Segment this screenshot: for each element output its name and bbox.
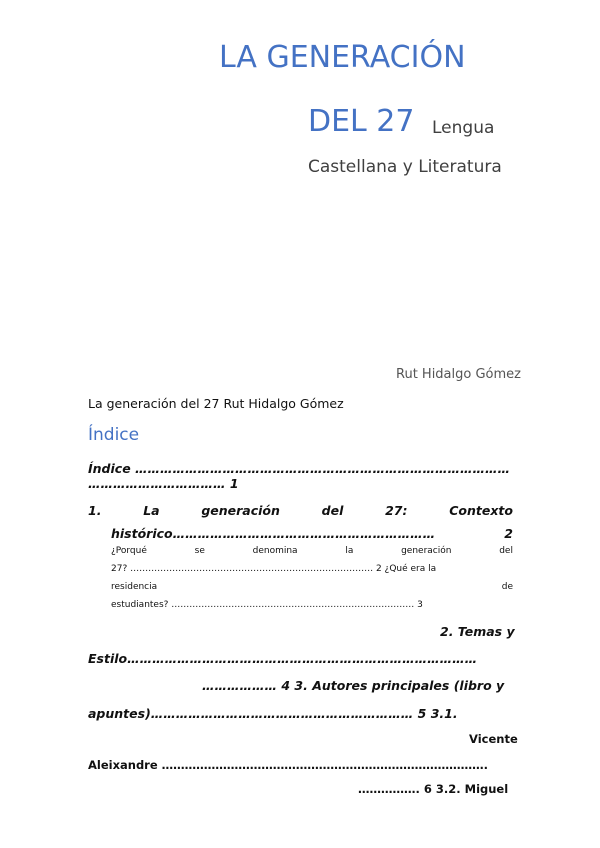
toc-heading: Índice — [88, 425, 140, 445]
toc-entry-3[interactable] — [202, 678, 504, 693]
toc-entry-3-2-line1: ……………. 6 3.2. Miguel — [358, 782, 509, 796]
toc-word: ¿Porqué — [111, 546, 147, 556]
toc-entry-indice-line1: Índice ……………………………………………………………………………… — [88, 461, 511, 476]
toc-word: generación — [201, 503, 280, 518]
toc-entry-3-line2: apuntes)……………………………………………………… 5 3.1. — [88, 706, 458, 721]
toc-word: La — [143, 503, 160, 518]
toc-entry-3-line1: ……………… 4 3. Autores principales (libro y — [202, 678, 505, 693]
toc-word: 27: — [385, 503, 408, 518]
toc-entry-2-cont[interactable] — [88, 651, 477, 666]
toc-entry-3-1-line2: Aleixandre …………………………………………………………………………. — [88, 758, 489, 772]
toc-entry-3-1-line1: Vicente — [469, 732, 518, 746]
toc-entry-3-1[interactable] — [469, 732, 518, 746]
toc-word: Contexto — [449, 503, 513, 518]
toc-entry-1-cont[interactable] — [111, 526, 513, 541]
toc-entry-2-line1: 2. Temas y — [440, 624, 515, 639]
toc-entry-1-page: 2 — [504, 526, 513, 541]
toc-word: residencia — [111, 582, 158, 592]
toc-entry-indice-cont[interactable] — [88, 476, 239, 491]
toc-word: de — [501, 582, 513, 592]
toc-sub-1-line2: 27? ……………………………………………………………………… 2 ¿Qué era la — [111, 564, 437, 574]
toc-sub-1-cont[interactable] — [111, 564, 436, 574]
toc-word: generación — [401, 546, 452, 556]
toc-word: del — [499, 546, 513, 556]
toc-entry-3-1-cont[interactable] — [88, 758, 488, 772]
toc-entry-1[interactable] — [88, 503, 513, 518]
toc-sub-2[interactable] — [111, 582, 513, 592]
toc-sub-2-line2: estudiantes? ……………………………………………………………………… 3 — [111, 600, 423, 610]
title-line-2-suffix: Lengua — [432, 118, 495, 138]
toc-entry-2[interactable] — [440, 624, 515, 639]
toc-sub-2-cont[interactable] — [111, 600, 423, 610]
subtitle: Castellana y Literatura — [308, 157, 502, 177]
toc-entry-3-cont[interactable] — [88, 706, 458, 721]
toc-entry-indice[interactable] — [88, 461, 510, 476]
toc-word: del — [321, 503, 344, 518]
toc-sub-1[interactable] — [111, 546, 513, 556]
toc-entry-2-line2: Estilo………………………………………………………………………… — [88, 651, 478, 666]
page-header: La generación del 27 Rut Hidalgo Gómez — [88, 396, 344, 411]
toc-entry-indice-line2: …………………………… 1 — [88, 476, 239, 491]
title-line-1: LA GENERACIÓN — [219, 40, 466, 75]
toc-entry-3-2[interactable] — [358, 782, 508, 796]
title-line-2: DEL 27 — [308, 104, 415, 139]
cover-author: Rut Hidalgo Gómez — [396, 367, 521, 382]
toc-entry-1-text: histórico……………………………………………………… — [111, 526, 436, 541]
toc-word: la — [345, 546, 354, 556]
toc-word: se — [194, 546, 205, 556]
toc-word: denomina — [252, 546, 298, 556]
toc-word: 1. — [88, 503, 102, 518]
